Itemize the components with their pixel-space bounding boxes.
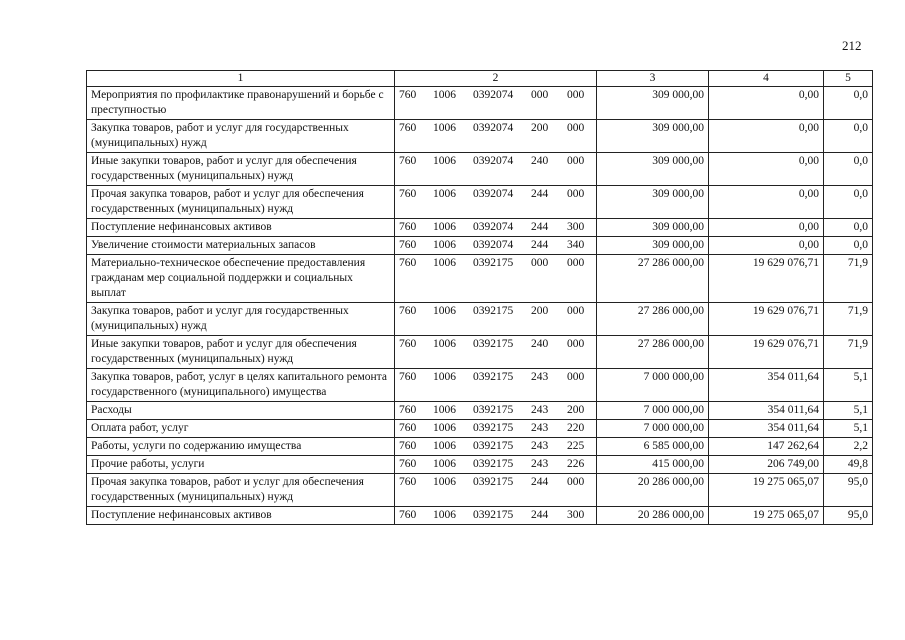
table-row (87, 336, 873, 369)
actual-amount-cell: 147 262,64 (709, 438, 824, 456)
plan-amount-cell: 20 286 000,00 (597, 507, 709, 525)
expense-type-code: 243 (531, 404, 549, 416)
section-code: 760 (399, 188, 417, 200)
kosgu-code: 000 (567, 305, 585, 317)
header-cell: 2 (395, 71, 597, 87)
expense-type-code: 243 (531, 458, 549, 470)
table-row (87, 153, 873, 186)
expense-type-code: 244 (531, 221, 549, 233)
subsection-code: 1006 (433, 239, 456, 251)
kosgu-code: 000 (567, 371, 585, 383)
article-code: 0392175 (473, 476, 514, 488)
section-code: 760 (399, 509, 417, 521)
article-code: 0392074 (473, 155, 514, 167)
subsection-code: 1006 (433, 257, 456, 269)
percent-cell: 95,0 (824, 474, 873, 507)
actual-amount-cell: 354 011,64 (709, 369, 824, 402)
actual-amount-cell: 0,00 (709, 153, 824, 186)
expense-type-code: 244 (531, 476, 549, 488)
table-row (87, 456, 873, 474)
expense-type-code: 000 (531, 257, 549, 269)
expense-type-code: 243 (531, 422, 549, 434)
section-code: 760 (399, 239, 417, 251)
item-name-cell: Закупка товаров, работ и услуг для государственных (муниципальных) нужд (87, 303, 395, 336)
codes-cell (395, 186, 597, 219)
plan-amount-cell: 7 000 000,00 (597, 420, 709, 438)
table-header-row (87, 71, 873, 87)
actual-amount-cell: 0,00 (709, 120, 824, 153)
item-name-cell: Увеличение стоимости материальных запасов (87, 237, 395, 255)
item-name-cell: Мероприятия по профилактике правонарушений и борьбе с преступностью (87, 87, 395, 120)
section-code: 760 (399, 155, 417, 167)
codes-cell (395, 456, 597, 474)
subsection-code: 1006 (433, 221, 456, 233)
subsection-code: 1006 (433, 371, 456, 383)
subsection-code: 1006 (433, 188, 456, 200)
subsection-code: 1006 (433, 440, 456, 452)
article-code: 0392175 (473, 371, 514, 383)
article-code: 0392175 (473, 257, 514, 269)
actual-amount-cell: 19 629 076,71 (709, 255, 824, 303)
subsection-code: 1006 (433, 476, 456, 488)
actual-amount-cell: 0,00 (709, 87, 824, 120)
item-name-cell: Расходы (87, 402, 395, 420)
item-name-cell: Прочая закупка товаров, работ и услуг для обеспечения государственных (муниципальных) нужд (87, 186, 395, 219)
article-code: 0392175 (473, 305, 514, 317)
header-cell: 3 (597, 71, 709, 87)
item-name-cell: Прочие работы, услуги (87, 456, 395, 474)
article-code: 0392175 (473, 404, 514, 416)
article-code: 0392074 (473, 122, 514, 134)
table-row (87, 438, 873, 456)
plan-amount-cell: 309 000,00 (597, 87, 709, 120)
expense-type-code: 000 (531, 89, 549, 101)
plan-amount-cell: 309 000,00 (597, 237, 709, 255)
article-code: 0392175 (473, 422, 514, 434)
table-row (87, 186, 873, 219)
kosgu-code: 200 (567, 404, 585, 416)
kosgu-code: 000 (567, 338, 585, 350)
section-code: 760 (399, 476, 417, 488)
table-row (87, 507, 873, 525)
item-name-cell: Поступление нефинансовых активов (87, 219, 395, 237)
codes-cell (395, 336, 597, 369)
expense-type-code: 244 (531, 188, 549, 200)
plan-amount-cell: 27 286 000,00 (597, 255, 709, 303)
expense-type-code: 200 (531, 122, 549, 134)
article-code: 0392175 (473, 509, 514, 521)
kosgu-code: 220 (567, 422, 585, 434)
percent-cell: 71,9 (824, 303, 873, 336)
plan-amount-cell: 27 286 000,00 (597, 303, 709, 336)
percent-cell: 2,2 (824, 438, 873, 456)
table-row (87, 87, 873, 120)
codes-cell (395, 402, 597, 420)
codes-cell (395, 420, 597, 438)
subsection-code: 1006 (433, 509, 456, 521)
table-row (87, 120, 873, 153)
article-code: 0392175 (473, 338, 514, 350)
kosgu-code: 000 (567, 122, 585, 134)
table-row (87, 219, 873, 237)
plan-amount-cell: 309 000,00 (597, 153, 709, 186)
plan-amount-cell: 20 286 000,00 (597, 474, 709, 507)
plan-amount-cell: 7 000 000,00 (597, 369, 709, 402)
actual-amount-cell: 0,00 (709, 237, 824, 255)
subsection-code: 1006 (433, 404, 456, 416)
actual-amount-cell: 0,00 (709, 219, 824, 237)
article-code: 0392175 (473, 458, 514, 470)
percent-cell: 0,0 (824, 219, 873, 237)
section-code: 760 (399, 458, 417, 470)
codes-cell (395, 438, 597, 456)
section-code: 760 (399, 305, 417, 317)
actual-amount-cell: 206 749,00 (709, 456, 824, 474)
table-row (87, 474, 873, 507)
percent-cell: 71,9 (824, 255, 873, 303)
section-code: 760 (399, 422, 417, 434)
kosgu-code: 340 (567, 239, 585, 251)
table-row (87, 420, 873, 438)
section-code: 760 (399, 122, 417, 134)
item-name-cell: Поступление нефинансовых активов (87, 507, 395, 525)
subsection-code: 1006 (433, 422, 456, 434)
plan-amount-cell: 309 000,00 (597, 120, 709, 153)
article-code: 0392074 (473, 188, 514, 200)
actual-amount-cell: 19 275 065,07 (709, 474, 824, 507)
plan-amount-cell: 6 585 000,00 (597, 438, 709, 456)
item-name-cell: Закупка товаров, работ, услуг в целях капитального ремонта государственного (муниципального) имущества (87, 369, 395, 402)
table-row (87, 255, 873, 303)
subsection-code: 1006 (433, 305, 456, 317)
table-row (87, 237, 873, 255)
actual-amount-cell: 0,00 (709, 186, 824, 219)
table-row (87, 402, 873, 420)
percent-cell: 0,0 (824, 87, 873, 120)
expense-type-code: 200 (531, 305, 549, 317)
table-body (87, 87, 873, 525)
codes-cell (395, 153, 597, 186)
budget-table (86, 70, 873, 525)
kosgu-code: 225 (567, 440, 585, 452)
item-name-cell: Иные закупки товаров, работ и услуг для обеспечения государственных (муниципальных) нужд (87, 153, 395, 186)
header-cell: 4 (709, 71, 824, 87)
header-cell: 1 (87, 71, 395, 87)
percent-cell: 0,0 (824, 120, 873, 153)
expense-type-code: 243 (531, 371, 549, 383)
article-code: 0392175 (473, 440, 514, 452)
percent-cell: 5,1 (824, 369, 873, 402)
section-code: 760 (399, 257, 417, 269)
actual-amount-cell: 19 629 076,71 (709, 303, 824, 336)
kosgu-code: 000 (567, 476, 585, 488)
expense-type-code: 243 (531, 440, 549, 452)
table-row (87, 303, 873, 336)
page-number: 212 (842, 38, 862, 53)
article-code: 0392074 (473, 89, 514, 101)
plan-amount-cell: 7 000 000,00 (597, 402, 709, 420)
section-code: 760 (399, 89, 417, 101)
kosgu-code: 000 (567, 155, 585, 167)
subsection-code: 1006 (433, 155, 456, 167)
expense-type-code: 240 (531, 155, 549, 167)
section-code: 760 (399, 221, 417, 233)
actual-amount-cell: 19 629 076,71 (709, 336, 824, 369)
item-name-cell: Иные закупки товаров, работ и услуг для обеспечения государственных (муниципальных) нужд (87, 336, 395, 369)
percent-cell: 5,1 (824, 402, 873, 420)
percent-cell: 0,0 (824, 237, 873, 255)
percent-cell: 5,1 (824, 420, 873, 438)
actual-amount-cell: 354 011,64 (709, 420, 824, 438)
subsection-code: 1006 (433, 458, 456, 470)
kosgu-code: 000 (567, 188, 585, 200)
item-name-cell: Материально-техническое обеспечение предоставления гражданам мер социальной поддержки и социальных выплат (87, 255, 395, 303)
expense-type-code: 244 (531, 239, 549, 251)
section-code: 760 (399, 440, 417, 452)
plan-amount-cell: 27 286 000,00 (597, 336, 709, 369)
codes-cell (395, 237, 597, 255)
plan-amount-cell: 415 000,00 (597, 456, 709, 474)
codes-cell (395, 507, 597, 525)
codes-cell (395, 87, 597, 120)
kosgu-code: 000 (567, 257, 585, 269)
item-name-cell: Закупка товаров, работ и услуг для государственных (муниципальных) нужд (87, 120, 395, 153)
actual-amount-cell: 19 275 065,07 (709, 507, 824, 525)
header-cell: 5 (824, 71, 873, 87)
codes-cell (395, 474, 597, 507)
kosgu-code: 000 (567, 89, 585, 101)
codes-cell (395, 255, 597, 303)
subsection-code: 1006 (433, 89, 456, 101)
percent-cell: 0,0 (824, 153, 873, 186)
percent-cell: 71,9 (824, 336, 873, 369)
subsection-code: 1006 (433, 338, 456, 350)
section-code: 760 (399, 371, 417, 383)
percent-cell: 49,8 (824, 456, 873, 474)
item-name-cell: Оплата работ, услуг (87, 420, 395, 438)
section-code: 760 (399, 404, 417, 416)
expense-type-code: 244 (531, 509, 549, 521)
percent-cell: 95,0 (824, 507, 873, 525)
article-code: 0392074 (473, 239, 514, 251)
kosgu-code: 226 (567, 458, 585, 470)
item-name-cell: Прочая закупка товаров, работ и услуг для обеспечения государственных (муниципальных) нужд (87, 474, 395, 507)
expense-type-code: 240 (531, 338, 549, 350)
codes-cell (395, 120, 597, 153)
item-name-cell: Работы, услуги по содержанию имущества (87, 438, 395, 456)
actual-amount-cell: 354 011,64 (709, 402, 824, 420)
percent-cell: 0,0 (824, 186, 873, 219)
article-code: 0392074 (473, 221, 514, 233)
codes-cell (395, 369, 597, 402)
kosgu-code: 300 (567, 509, 585, 521)
subsection-code: 1006 (433, 122, 456, 134)
codes-cell (395, 219, 597, 237)
plan-amount-cell: 309 000,00 (597, 186, 709, 219)
table-row (87, 369, 873, 402)
codes-cell (395, 303, 597, 336)
plan-amount-cell: 309 000,00 (597, 219, 709, 237)
section-code: 760 (399, 338, 417, 350)
kosgu-code: 300 (567, 221, 585, 233)
